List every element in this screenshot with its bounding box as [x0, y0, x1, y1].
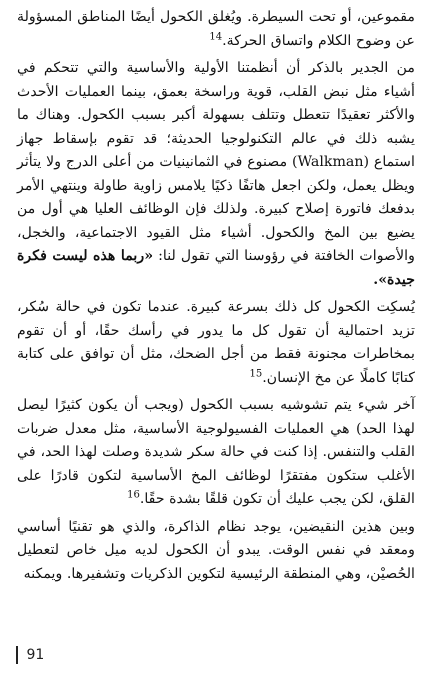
quote-bold: «ربما هذه ليست فكرة جيدة».: [17, 248, 415, 288]
paragraph-1-text: مقموعين، أو تحت السيطرة. ويُغلق الكحول أيضًا المناطق المسؤولة عن وضوح الكلام واتساق الحركة.: [17, 9, 415, 49]
paragraph-2: [17, 57, 415, 292]
footer-divider: [16, 646, 18, 664]
paragraph-1: [17, 6, 415, 53]
footnote-marker-15[interactable]: 15: [249, 367, 263, 379]
paragraph-2-text: من الجدير بالذكر أن أنظمتنا الأولية والأساسية والتي تتحكم في أشياء مثل نبض القلب، قوية وراسخة بعمق، بينما العمليات الأحدث والأكثر تعقيدًا تتعطل وتتلف بسهولة أكبر بسبب الكحول. وهناك ما يشبه ذلك في عالم التكنولوجيا الحديثة؛ قد تقوم بإسقاط جهاز استماع (Walkman) مصنوع في الثمانينيات من أعلى الدرج ولا يتأثر ويظل يعمل، ولكن اجعل هاتفًا ذكيًا يلامس زاوية طاولة وينتهي الأمر بدفعك فاتورة إصلاح كبيرة. ولذلك فإن الوظائف العليا هي أول من يضيع بين المخ والكحول. أشياء مثل القيود الاجتماعية، والخجل، والأصوات الخافتة في رؤوسنا التي تقول لنا:: [17, 60, 415, 264]
paragraph-5: [17, 516, 415, 587]
footnote-marker-14[interactable]: 14: [209, 30, 223, 42]
paragraph-3-text: يُسكِت الكحول كل ذلك بسرعة كبيرة. عندما تكون في حالة سُكر، تزيد احتمالية أن تقول كل ما يدور في رأسك حقًا، أو أن تقوم بمخاطرات مجنونة فقط من أجل الضحك، مثل أن توافق على كتابة كتابًا كاملًا عن مخ الإنسان.: [17, 299, 415, 386]
paragraph-4: [17, 394, 415, 512]
page-text-block: [17, 6, 415, 626]
footnote-marker-16[interactable]: 16: [127, 489, 140, 501]
page-footer: [16, 646, 44, 664]
paragraph-4-text: آخر شيء يتم تشوشيه بسبب الكحول (ويجب أن يكون كثيرًا ليصل لهذا الحد) هي العمليات الفسيولوجية الأساسية، مثل معدل ضربات القلب والتنفس. إذا كنت في حالة سكر شديدة وصلت لهذا الحد، في الأغلب ستكون مفتقرًا لوظائف المخ الأساسية لتكون قادرًا على القلق، لكن يجب عليك أن تكون قلقًا بشدة حقًا.: [17, 397, 415, 507]
paragraph-3: [17, 296, 415, 390]
paragraph-5-text: وبين هذين النقيضين، يوجد نظام الذاكرة، والذي هو تقنيًا أساسي ومعقد في نفس الوقت. يبدو أن الكحول لديه ميل خاص لتعطيل الحُصيْن، وهي المنطقة الرئيسية لتكوين الذكريات وتشفيرها. ويمكنه: [17, 518, 415, 582]
page-number: 91: [26, 647, 45, 663]
